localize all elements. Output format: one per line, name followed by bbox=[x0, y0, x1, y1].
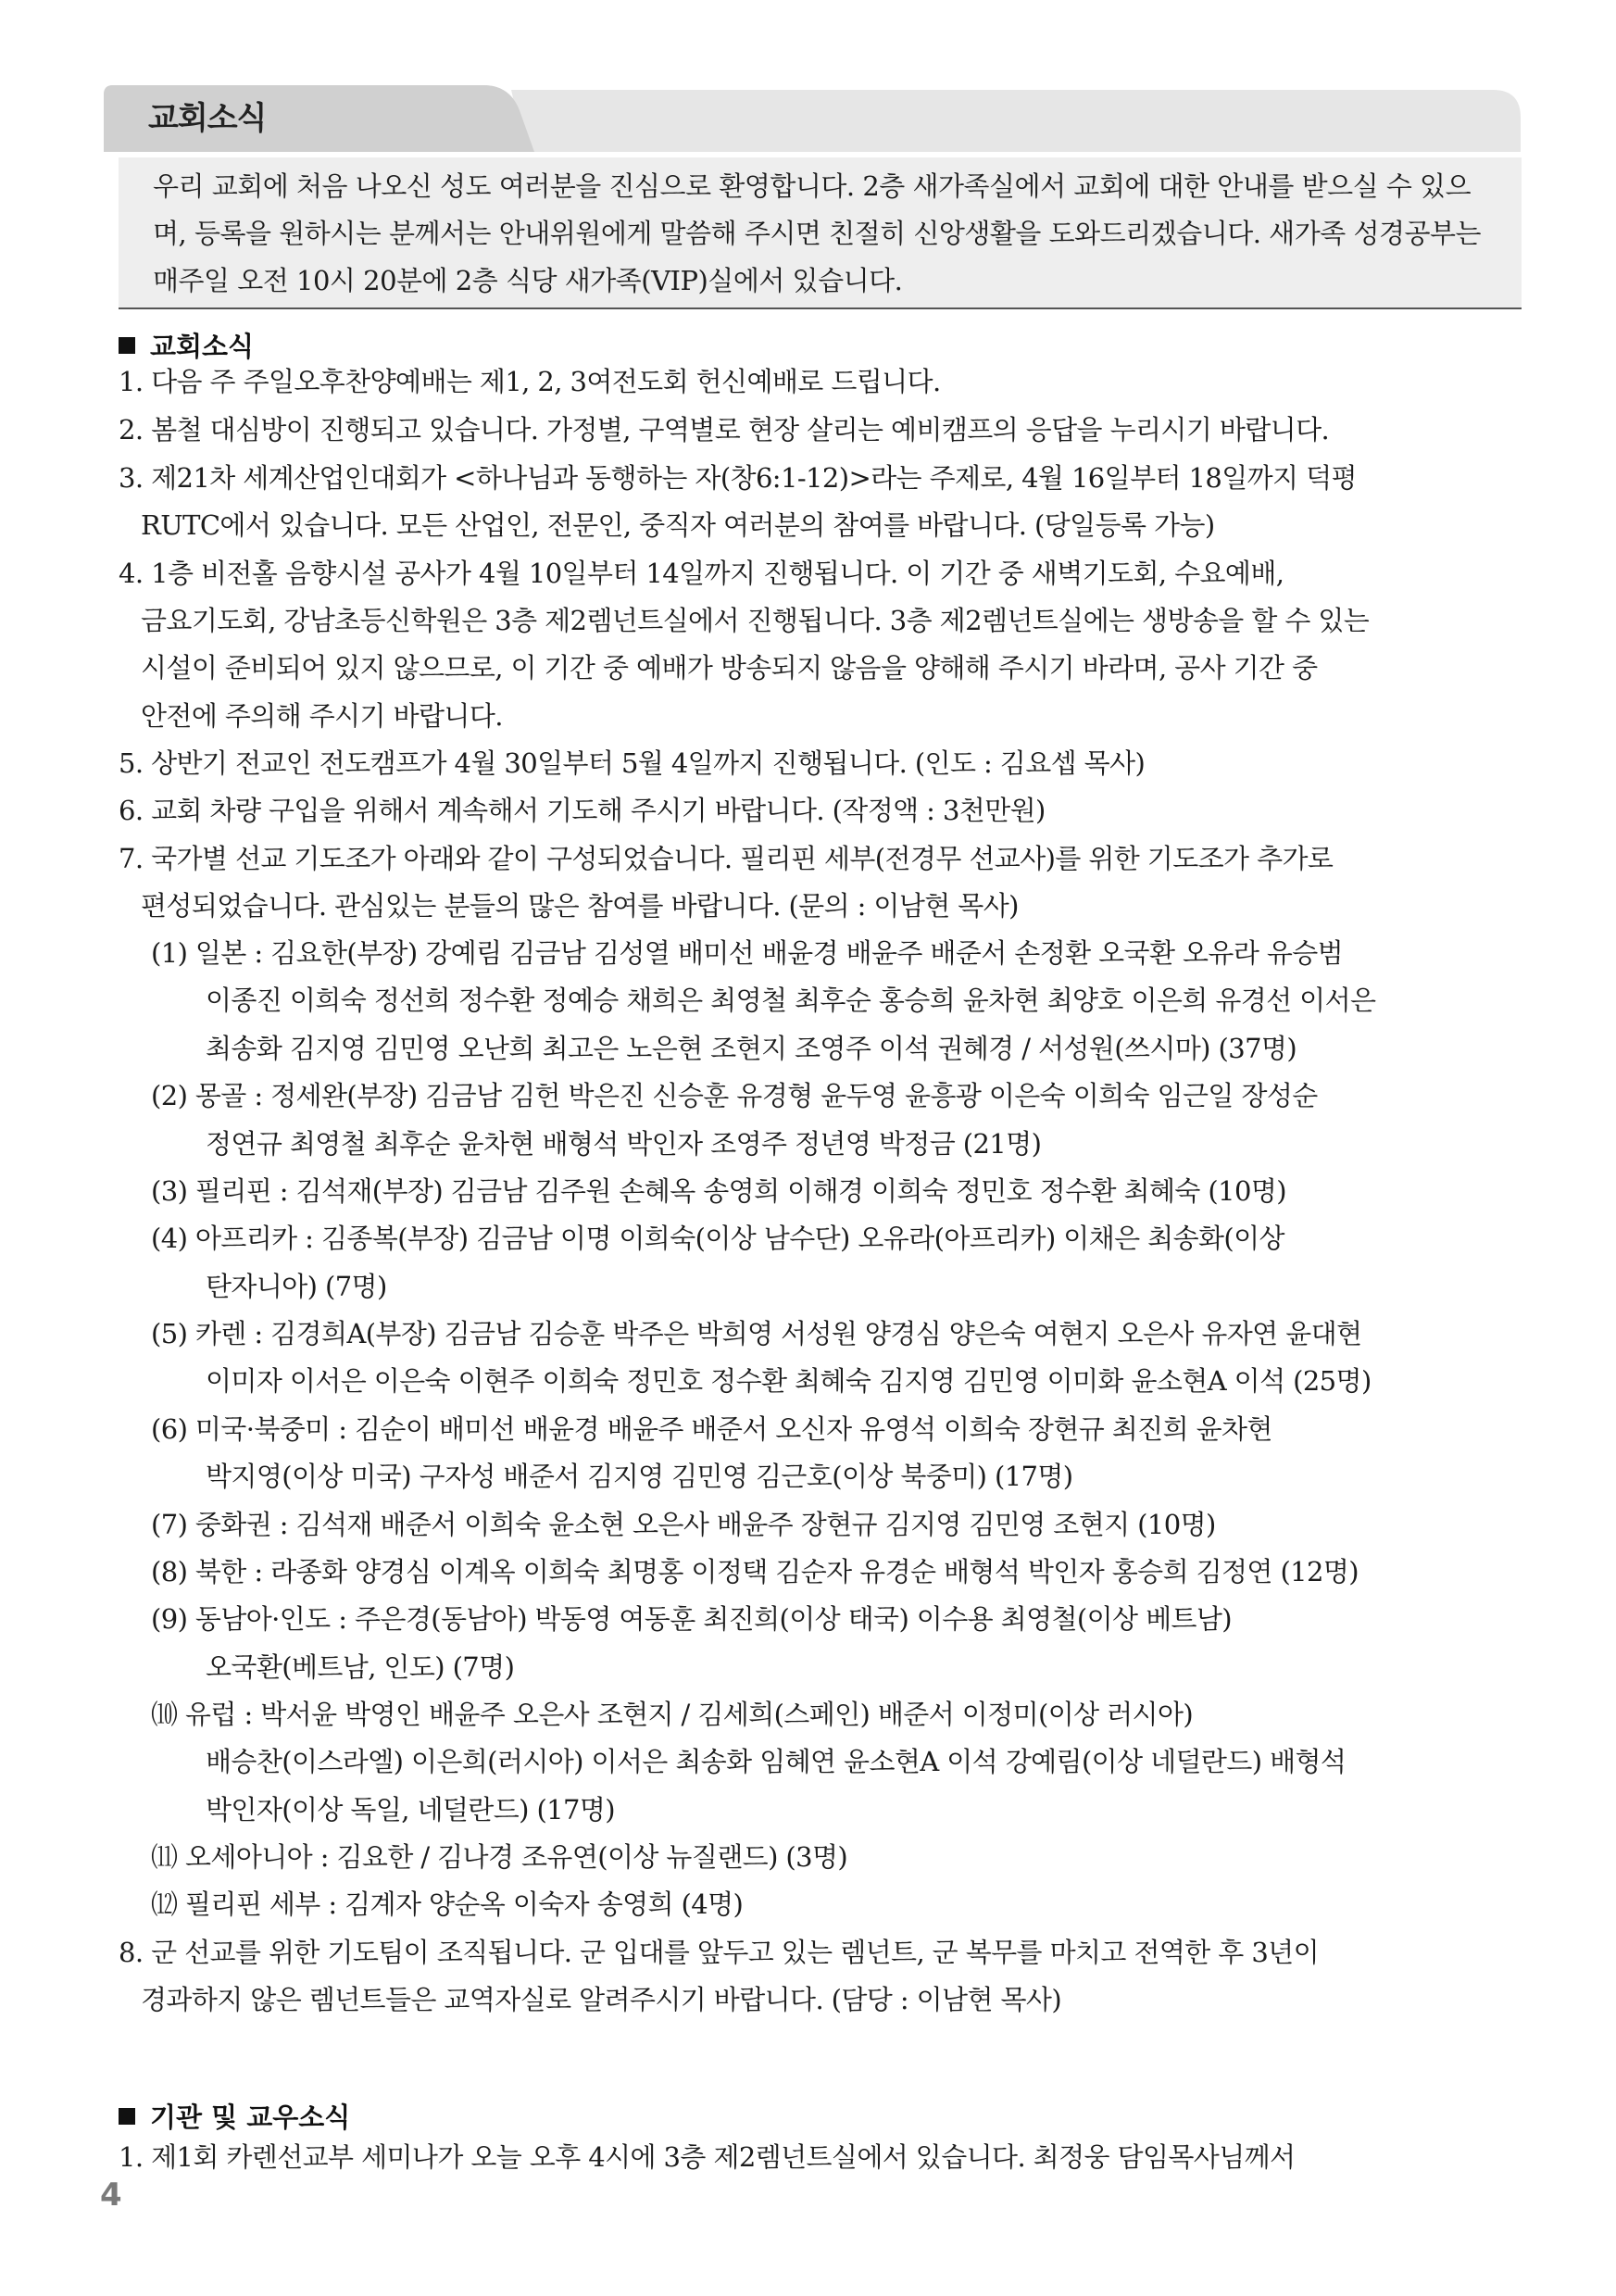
news-line: 8. 군 선교를 위한 기도팀이 조직됩니다. 군 입대를 앞두고 있는 렘넌트, 군 복무를 마치고 전역한 후 3년이 bbox=[119, 1937, 1320, 1968]
section-title: 교회소식 bbox=[150, 331, 255, 362]
news-line: 오국환(베트남, 인도) (7명) bbox=[206, 1651, 515, 1683]
news-line: 5. 상반기 전교인 전도캠프가 4월 30일부터 5월 4일까지 진행됩니다. (인도 : 김요셉 목사) bbox=[119, 747, 1146, 779]
news-line: ⑿ 필리핀 세부 : 김계자 양순옥 이숙자 송영희 (4명) bbox=[151, 1888, 744, 1920]
news-line: (5) 카렌 : 김경희A(부장) 김금남 김승훈 박주은 박희영 서성원 양경심 양은숙 여현지 오은사 유자연 윤대현 bbox=[151, 1318, 1362, 1349]
news-line: 박인자(이상 독일, 네덜란드) (17명) bbox=[206, 1794, 615, 1826]
news-line: 6. 교회 차량 구입을 위해서 계속해서 기도해 주시기 바랍니다. (작정액 : 3천만원) bbox=[119, 795, 1046, 826]
news-line: (4) 아프리카 : 김종복(부장) 김금남 이명 이희숙(이상 남수단) 오유라(아프리카) 이채은 최송화(이상 bbox=[151, 1223, 1284, 1254]
news-line: 이미자 이서은 이은숙 이현주 이희숙 정민호 정수환 최혜숙 김지영 김민영 이미화 윤소현A 이석 (25명) bbox=[206, 1365, 1372, 1397]
news-line: (8) 북한 : 라종화 양경심 이계옥 이희숙 최명홍 이정택 김순자 유경순 배형석 박인자 홍승희 김정연 (12명) bbox=[151, 1556, 1359, 1587]
welcome-text: 우리 교회에 처음 나오신 성도 여러분을 진심으로 환영합니다. 2층 새가족실에서 교회에 대한 안내를 받으실 수 있으며, 등록을 원하시는 분께서는 안내위원에게 말씀해 주시면 친절히 신앙생활을 도와드리겠습니다. 새가족 성경공부는 매주일 오전 10시 20분에 2층 식당 새가족(VIP)실에서 있습니다. bbox=[153, 170, 1482, 296]
page-number: 4 bbox=[100, 2177, 122, 2214]
news-line: 3. 제21차 세계산업인대회가 <하나님과 동행하는 자(창6:1-12)>라는 주제로, 4월 16일부터 18일까지 덕평 bbox=[119, 462, 1357, 494]
news-line: 배승찬(이스라엘) 이은희(러시아) 이서은 최송화 임혜연 윤소현A 이석 강예림(이상 네덜란드) 배형석 bbox=[206, 1746, 1347, 1777]
news-line: RUTC에서 있습니다. 모든 산업인, 전문인, 중직자 여러분의 참여를 바랍니다. (당일등록 가능) bbox=[141, 509, 1215, 541]
news-line: 최송화 김지영 김민영 오난희 최고은 노은현 조현지 조영주 이석 권혜경 / 서성원(쓰시마) (37명) bbox=[206, 1033, 1297, 1064]
header-bar bbox=[104, 85, 1521, 152]
news-line: 금요기도회, 강남초등신학원은 3층 제2렘넌트실에서 진행됩니다. 3층 제2렘넌트실에는 생방송을 할 수 있는 bbox=[141, 605, 1370, 636]
news-line: (1) 일본 : 김요한(부장) 강예림 김금남 김성열 배미선 배윤경 배윤주 배준서 손정환 오국환 오유라 유승범 bbox=[151, 937, 1344, 969]
news-line: 박지영(이상 미국) 구자성 배준서 김지영 김민영 김근호(이상 북중미) (17명) bbox=[206, 1461, 1073, 1492]
section-heading-church-news bbox=[119, 326, 254, 364]
news-line: 2. 봄철 대심방이 진행되고 있습니다. 가정별, 구역별로 현장 살리는 예비캠프의 응답을 누리시기 바랍니다. bbox=[119, 414, 1330, 445]
news-line: ⑽ 유럽 : 박서윤 박영인 배윤주 오은사 조현지 / 김세희(스페인) 배준서 이정미(이상 러시아) bbox=[151, 1699, 1194, 1730]
news-line: (7) 중화권 : 김석재 배준서 이희숙 윤소현 오은사 배윤주 장현규 김지영 김민영 조현지 (10명) bbox=[151, 1509, 1216, 1540]
news-line: 1. 제1회 카렌선교부 세미나가 오늘 오후 4시에 3층 제2렘넌트실에서 있습니다. 최정웅 담임목사님께서 bbox=[119, 2141, 1296, 2173]
news-line: ⑾ 오세아니아 : 김요한 / 김나경 조유연(이상 뉴질랜드) (3명) bbox=[151, 1841, 848, 1873]
news-line: 1. 다음 주 주일오후찬양예배는 제1, 2, 3여전도회 헌신예배로 드립니다. bbox=[119, 366, 941, 397]
news-line: 시설이 준비되어 있지 않으므로, 이 기간 중 예배가 방송되지 않음을 양해해 주시기 바라며, 공사 기간 중 bbox=[141, 652, 1318, 684]
square-bullet-icon bbox=[119, 337, 135, 354]
section-title: 기관 및 교우소식 bbox=[150, 2102, 351, 2133]
news-line: (2) 몽골 : 정세완(부장) 김금남 김헌 박은진 신승훈 유경형 윤두영 윤흥광 이은숙 이희숙 임근일 장성순 bbox=[151, 1080, 1318, 1111]
news-line: (3) 필리핀 : 김석재(부장) 김금남 김주원 손혜옥 송영희 이해경 이희숙 정민호 정수환 최혜숙 (10명) bbox=[151, 1175, 1286, 1207]
news-line: 안전에 주의해 주시기 바랍니다. bbox=[141, 700, 503, 732]
news-line: (9) 동남아·인도 : 주은경(동남아) 박동영 여동훈 최진희(이상 태국) 이수용 최영철(이상 베트남) bbox=[151, 1603, 1233, 1635]
section-heading-member-news bbox=[119, 2097, 350, 2135]
news-line: (6) 미국·북중미 : 김순이 배미선 배윤경 배윤주 배준서 오신자 유영석 이희숙 장현규 최진희 윤차현 bbox=[151, 1413, 1272, 1445]
news-line: 이종진 이희숙 정선희 정수환 정예승 채희은 최영철 최후순 홍승희 윤차현 최양호 이은희 유경선 이서은 bbox=[206, 985, 1376, 1016]
news-line: 정연규 최영철 최후순 윤차현 배형석 박인자 조영주 정년영 박정금 (21명) bbox=[206, 1128, 1042, 1160]
square-bullet-icon bbox=[119, 2108, 135, 2125]
news-line: 편성되었습니다. 관심있는 분들의 많은 참여를 바랍니다. (문의 : 이남현 목사) bbox=[141, 890, 1019, 922]
news-line: 7. 국가별 선교 기도조가 아래와 같이 구성되었습니다. 필리핀 세부(전경무 선교사)를 위한 기도조가 추가로 bbox=[119, 843, 1334, 874]
page-title: 교회소식 bbox=[148, 100, 267, 137]
news-line: 탄자니아) (7명) bbox=[206, 1271, 387, 1302]
news-line: 경과하지 않은 렘넌트들은 교역자실로 알려주시기 바랍니다. (담당 : 이남현 목사) bbox=[141, 1984, 1062, 2015]
welcome-box bbox=[119, 157, 1522, 309]
header-tab-shape bbox=[104, 85, 1521, 152]
news-line: 4. 1층 비전홀 음향시설 공사가 4월 10일부터 14일까지 진행됩니다. 이 기간 중 새벽기도회, 수요예배, bbox=[119, 558, 1284, 589]
